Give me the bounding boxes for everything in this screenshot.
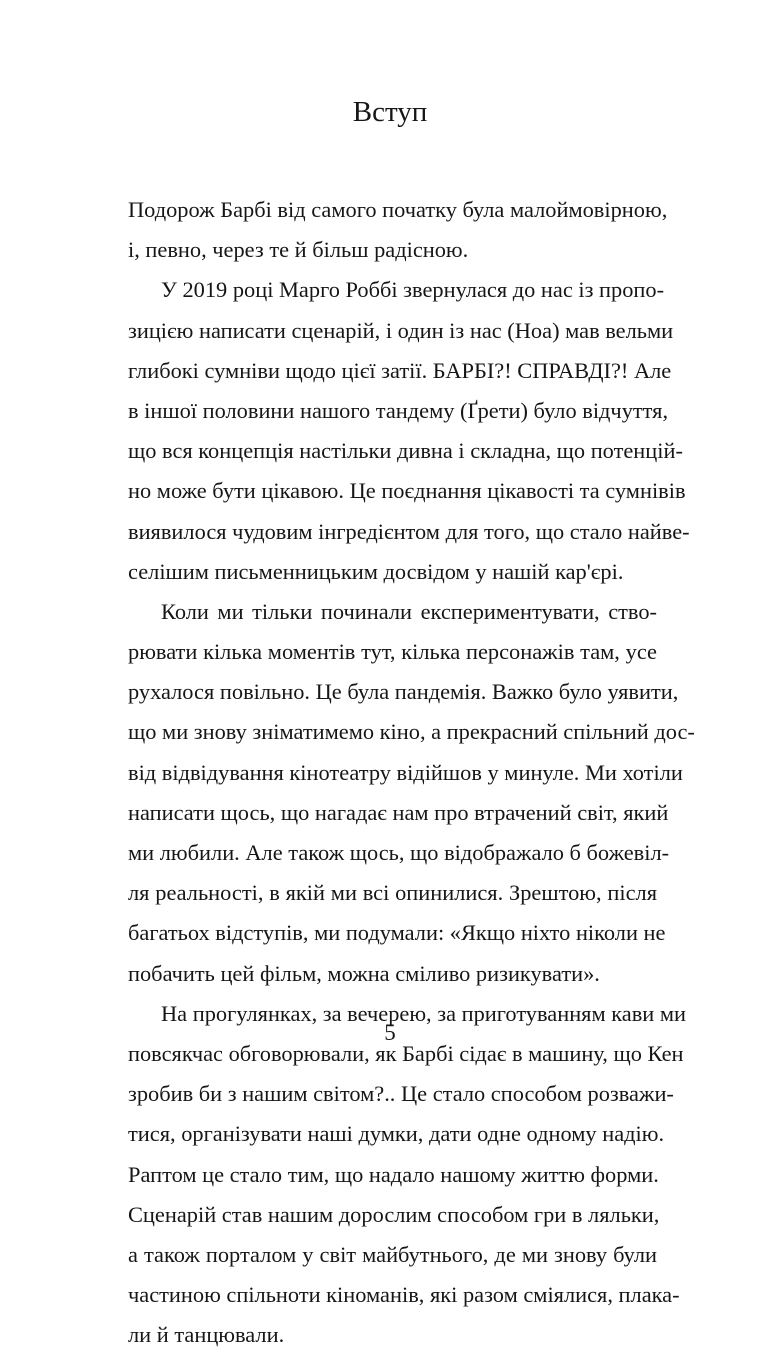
page-title: Вступ	[352, 96, 428, 128]
text-line: У 2019 році Марго Роббі звернулася до нас із пропо-	[161, 277, 665, 303]
text-line: повсякчас обговорювали, як Барбі сідає в машину, що Кен	[128, 1040, 684, 1066]
text-line: і, певно, через те й більш радісною.	[128, 237, 469, 263]
text-line: а також порталом у світ майбутнього, де ми знову були	[128, 1241, 657, 1267]
text-line: зицією написати сценарій, і один із нас (Ноа) мав вельми	[128, 317, 674, 343]
page-number: 5	[384, 1020, 396, 1045]
text-line: ля реальності, в якій ми всі опинилися. Зрештою, після	[128, 880, 657, 906]
paragraph	[128, 190, 668, 270]
text-line: рювати кілька моментів тут, кілька персонажів там, усе	[128, 639, 657, 665]
text-line: рухалося повільно. Це була пандемія. Важко було уявити,	[128, 679, 679, 705]
text-line: но може бути цікавою. Це поєднання цікавості та сумнівів	[128, 478, 686, 504]
text-line: від відвідування кінотеатру відійшов у минуле. Ми хотіли	[128, 759, 683, 785]
text-line: глибокі сумніви щодо цієї затії. БАРБІ?! СПРАВДІ?! Але	[128, 357, 672, 383]
text-line: тися, організувати наші думки, дати одне одному надію.	[128, 1121, 665, 1147]
text-line: побачить цей фільм, можна сміливо ризикувати».	[128, 960, 600, 986]
text-line: На прогулянках, за вечерею, за приготуванням кави ми	[161, 1000, 687, 1026]
text-line: Подорож Барбі від самого початку була малоймовірною,	[128, 197, 668, 222]
text-line: що вся концепція настільки дивна і складна, що потенцій-	[128, 438, 683, 464]
paragraph	[128, 270, 690, 592]
text-line: багатьох відступів, ми подумали: «Якщо ніхто ніколи не	[128, 920, 666, 946]
text-line: зробив би з нашим світом?.. Це стало способом розважи-	[128, 1081, 674, 1107]
text-line: виявилося чудовим інгредієнтом для того, що стало найве-	[128, 518, 690, 544]
text-line: частиною спільноти кіноманів, які разом сміялися, плака-	[128, 1282, 680, 1308]
text-line: селішим письменницьким досвідом у нашій кар'єрі.	[128, 558, 624, 584]
body-text	[128, 190, 695, 1355]
text-line: Сценарій став нашим дорослим способом гри в ляльки,	[128, 1201, 660, 1227]
text-line: Коли ми тільки починали експериментувати, ство-	[161, 598, 657, 624]
text-line: що ми знову зніматимемо кіно, а прекрасний спільний дос-	[128, 719, 695, 745]
text-line: Раптом це стало тим, що надало нашому життю форми.	[128, 1161, 659, 1187]
text-line: в іншої половини нашого тандему (Ґрети) було відчуття,	[128, 397, 669, 423]
text-line: ли й танцювали.	[128, 1322, 285, 1348]
text-line: ми любили. Але також щось, що відображало б божевіл-	[128, 840, 670, 865]
paragraph	[128, 592, 695, 994]
text-line: написати щось, що нагадає нам про втрачений світ, який	[128, 799, 669, 825]
